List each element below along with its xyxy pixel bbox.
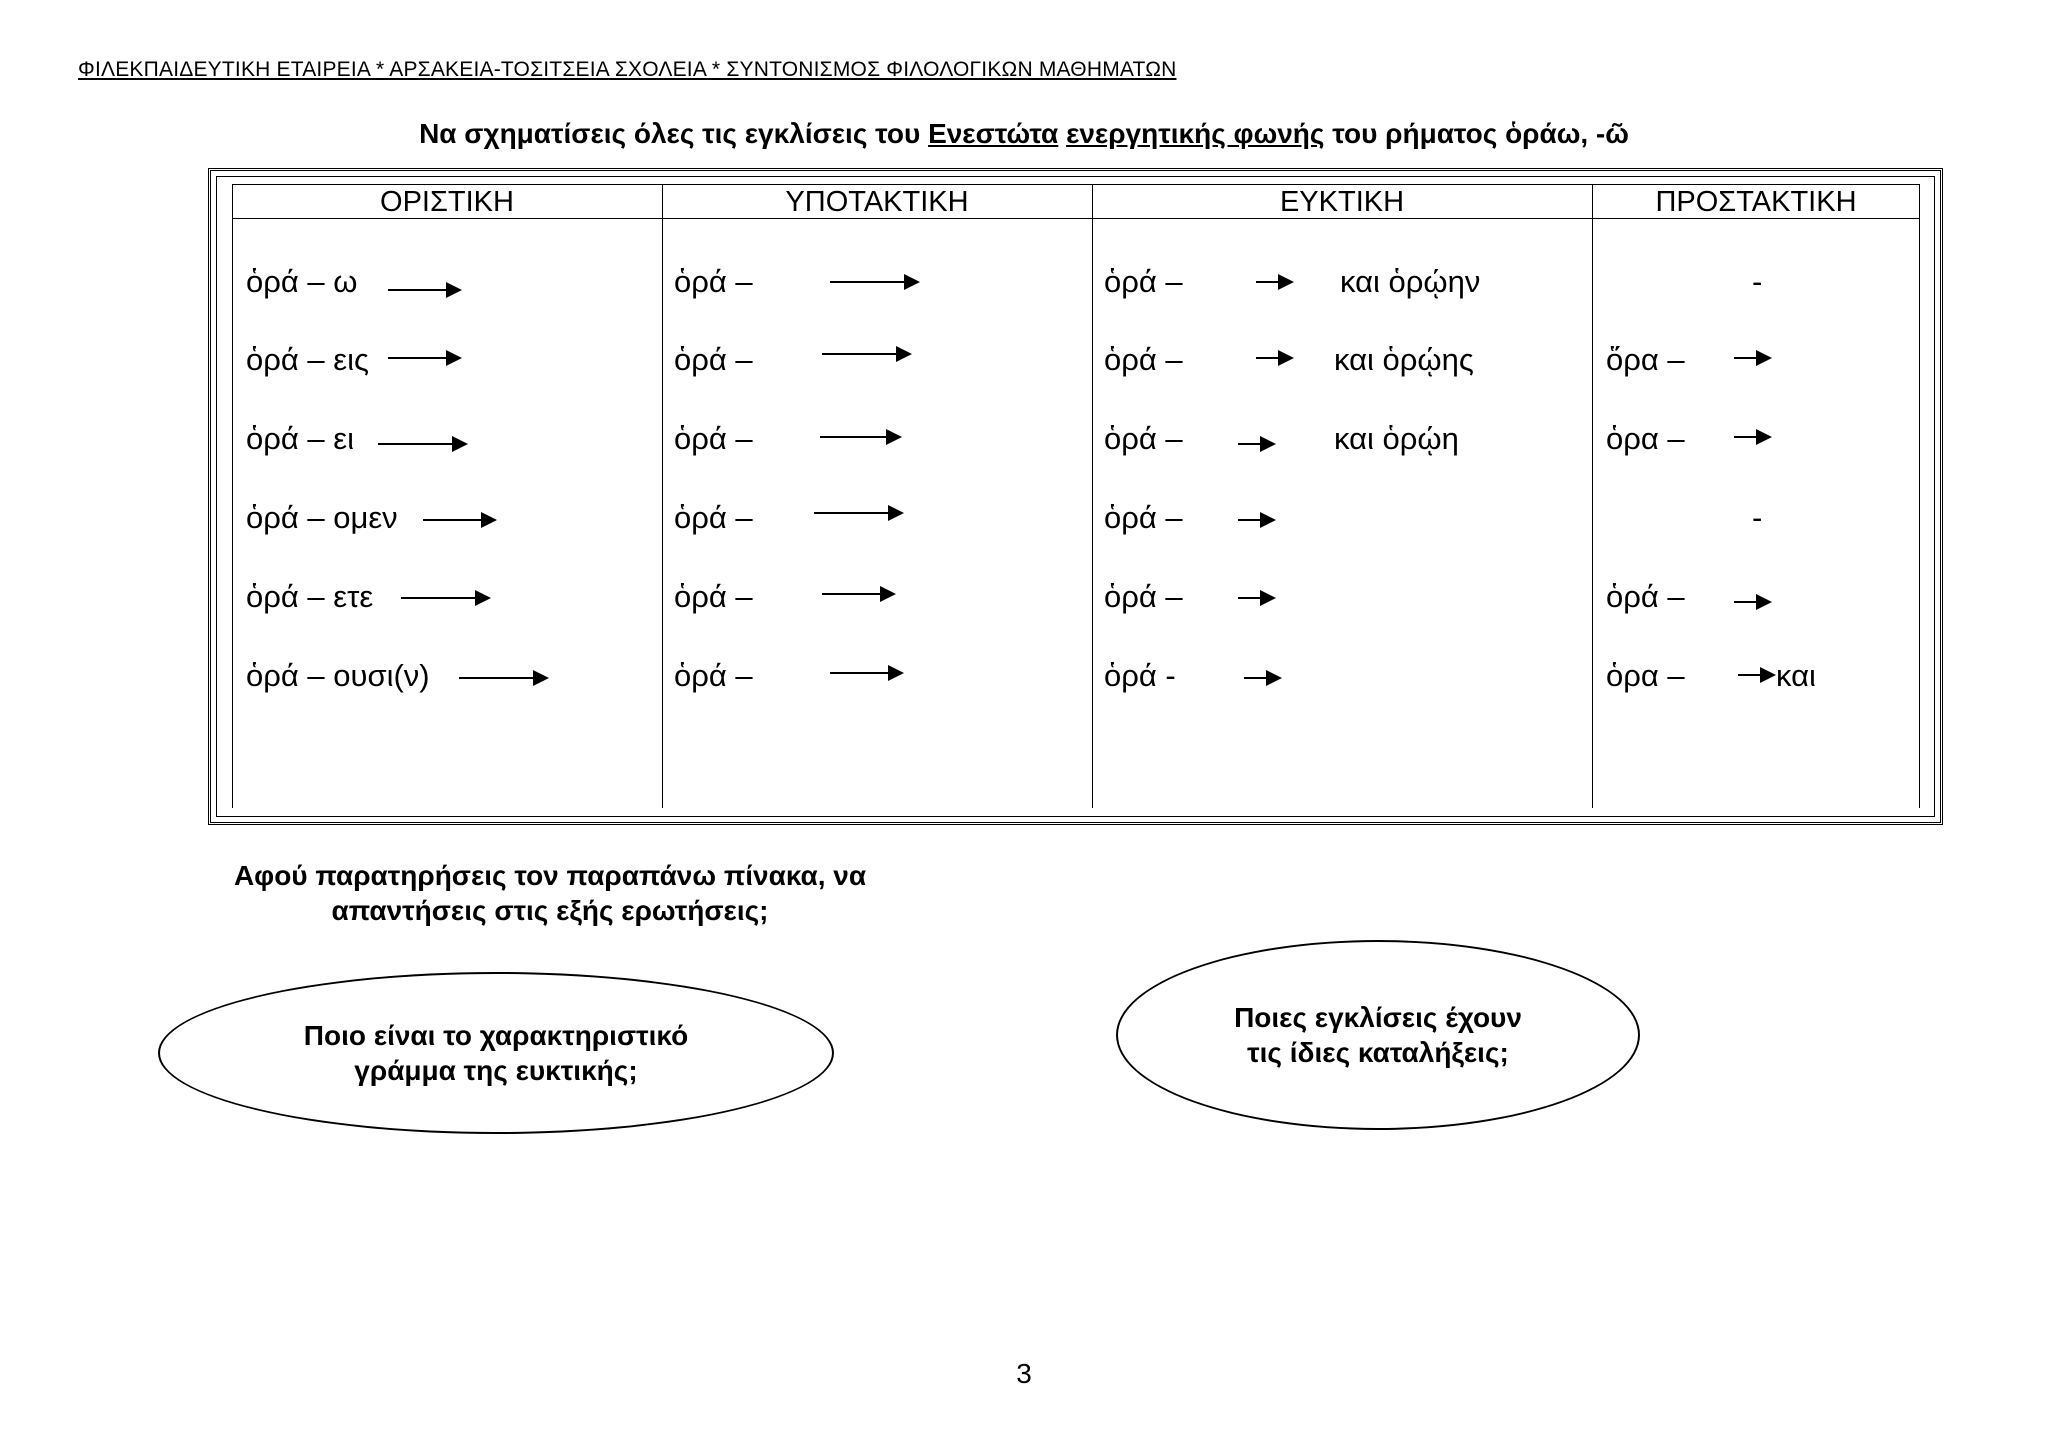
oristiki-form: ὁρά – ετε [246, 579, 374, 614]
ypotaktiki-form: ὁρά – [674, 421, 753, 456]
question-ellipse-right [1116, 940, 1640, 1130]
question-intro: Αφού παρατηρήσεις τον παραπάνω πίνακα, να απαντήσεις στις εξής ερωτήσεις; [233, 860, 867, 926]
column-divider [662, 184, 663, 808]
euktiki-form: ὁρά – [1104, 579, 1183, 614]
euktiki-form: ὁρά – [1104, 421, 1183, 456]
prostaktiki-form: ὅρα – [1606, 342, 1685, 377]
euktiki-form: ὁρά - [1104, 658, 1176, 693]
question-left-text: Ποιο είναι το χαρακτηριστικό γράμμα της ευκτικής; [303, 1020, 689, 1086]
arrow-icon [1734, 436, 1770, 438]
euktiki-form: ὁρά – [1104, 500, 1183, 535]
arrow-icon [1734, 601, 1770, 603]
prostaktiki-alt: και [1776, 658, 1816, 693]
title-suffix: του ρήματος ὁράω, -ῶ [1324, 118, 1629, 149]
euktiki-alt: και ὁρῴην [1340, 264, 1481, 299]
euktiki-form: ὁρά – [1104, 342, 1183, 377]
table-inner-frame [216, 176, 1935, 817]
arrow-icon [388, 357, 460, 359]
arrow-icon [814, 512, 902, 514]
arrow-icon [830, 281, 918, 283]
ypotaktiki-form: ὁρά – [674, 500, 753, 535]
prostaktiki-form: ὁρά – [1606, 579, 1685, 614]
question-right-text: Ποιες εγκλίσεις έχουν τις ίδιες καταλήξεις; [1234, 1002, 1522, 1068]
ypotaktiki-form: ὁρά – [674, 342, 753, 377]
column-divider [1592, 184, 1593, 808]
title-voice: ενεργητικής φωνής [1066, 118, 1325, 149]
arrow-icon [1238, 519, 1274, 521]
ypotaktiki-form: ὁρά – [674, 579, 753, 614]
column-divider [1919, 184, 1920, 808]
title-tense: Ενεστώτα [928, 118, 1059, 149]
arrow-icon [1256, 357, 1292, 359]
arrow-icon [459, 677, 547, 679]
arrow-icon [1738, 674, 1774, 676]
arrow-icon [1238, 443, 1274, 445]
prostaktiki-form: ὁρα – [1606, 421, 1685, 456]
arrow-icon [822, 353, 910, 355]
header-oristiki: ΟΡΙΣΤΙΚΗ [380, 186, 514, 218]
oristiki-form: ὁρά – ει [246, 421, 354, 456]
oristiki-form: ὁρά – ομεν [246, 500, 398, 535]
header-ypotaktiki: ΥΠΟΤΑΚΤΙΚΗ [785, 186, 969, 218]
header-euktiki: ΕΥΚΤΙΚΗ [1279, 186, 1405, 218]
arrow-icon [822, 593, 894, 595]
title-prefix: Να σχηματίσεις όλες τις εγκλίσεις του [419, 118, 929, 149]
euktiki-form: ὁρά – [1104, 264, 1183, 299]
arrow-icon [1238, 597, 1274, 599]
arrow-icon [423, 519, 495, 521]
header-prostaktiki: ΠΡΟΣΤΑΚΤΙΚΗ [1655, 186, 1857, 218]
arrow-icon [1256, 281, 1292, 283]
arrow-icon [388, 289, 460, 291]
arrow-icon [1244, 677, 1280, 679]
question-ellipse-left [158, 972, 834, 1134]
arrow-icon [820, 436, 900, 438]
ypotaktiki-form: ὁρά – [674, 264, 753, 299]
prostaktiki-form: ὁρα – [1606, 658, 1685, 693]
arrow-icon [830, 672, 902, 674]
ypotaktiki-form: ὁρά – [674, 658, 753, 693]
oristiki-form: ὁρά – ουσι(ν) [246, 658, 430, 693]
prostaktiki-dash: - [1752, 500, 1763, 535]
column-divider [232, 184, 233, 808]
arrow-icon [401, 597, 489, 599]
page-number: 3 [1016, 1358, 1032, 1389]
oristiki-form: ὁρά – ω [246, 264, 358, 299]
arrow-icon [378, 443, 466, 445]
column-divider [1092, 184, 1093, 808]
page-header: ΦΙΛΕΚΠΑΙΔΕΥΤΙΚΗ ΕΤΑΙΡΕΙΑ * ΑΡΣΑΚΕΙΑ-ΤΟΣΙΤΣΕΙΑ ΣΧΟΛΕΙΑ * ΣΥΝΤΟΝΙΣΜΟΣ ΦΙΛΟΛΟΓΙΚΩΝ ΜΑΘΗΜΑΤΩΝ [78, 58, 1177, 81]
euktiki-alt: και ὁρῴη [1334, 421, 1459, 456]
euktiki-alt: και ὁρῴης [1334, 342, 1474, 377]
prostaktiki-dash: - [1752, 264, 1763, 299]
arrow-icon [1734, 357, 1770, 359]
exercise-title [0, 118, 2048, 150]
oristiki-form: ὁρά – εις [246, 342, 369, 377]
